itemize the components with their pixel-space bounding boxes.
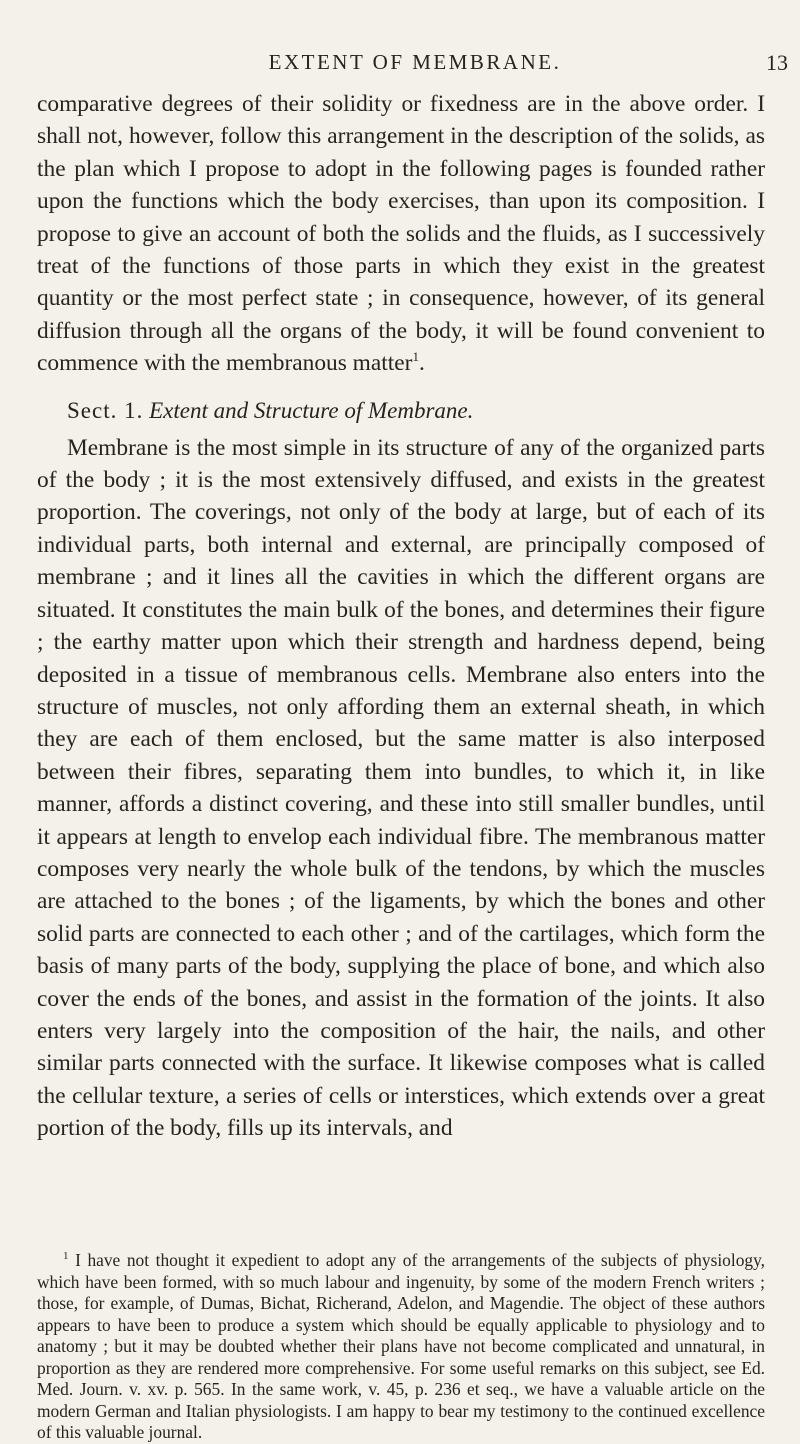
paragraph-end: . <box>418 350 425 377</box>
paragraph-text: comparative degrees of their solidity or fixedness are in the above order. I shall not, however, follow this arrangement in the description of the solids, as the plan which I propose to adopt in the following pages is founded rather upon the functions which the body exercises, than upon its composition. I propose to give an account of both the solids and the fluids, as I successively treat of the functions of those parts in which they exist in the greatest quantity or the most perfect state ; in consequence, however, of its general diffusion through all the organs of the body, it will be found convenient to commence with the membranous matter <box>37 91 765 377</box>
page-header <box>30 50 800 90</box>
section-title: Extent and Structure of Membrane. <box>149 397 474 423</box>
running-head: EXTENT OF MEMBRANE. <box>268 50 562 74</box>
footnote <box>37 1250 765 1444</box>
footnote-text: I have not thought it expedient to adopt any of the arrangements of the subjects of physiology, which have been formed, with so much labour and ingenuity, by some of the modern French writers ; those, for example, of Dumas, Bichat, Richerand, Adelon, and Magendie. The object of these authors appears to have been to produce a system which should be equally applicable to physiology and to anatomy ; but it may be doubted whether their plans have not become complicated and unnatural, in proportion as they are rendered more comprehensive. For some useful remarks on this subject, see Ed. Med. Journ. v. xv. p. 565. In the same work, v. 45, p. 236 et seq., we have a valuable article on the modern German and Italian physiologists. I am happy to bear my testimony to the continued excellence of this valuable journal. <box>37 1250 765 1442</box>
footnote-marker: 1 <box>63 1250 69 1263</box>
footnote-reference: 1 <box>412 349 419 365</box>
paragraph-membrane: Membrane is the most simple in its structure of any of the organized parts of the body ; it is the most extensively diffused, and exists in the greatest proportion. The coverings, not only of the body at large, but of each of its individual parts, both internal and external, are principally composed of membrane ; and it lines all the cavities in which the different organs are situated. It constitutes the main bulk of the bones, and determines their figure ; the earthy matter upon which their strength and hardness depend, being deposited in a tissue of membranous cells. Membrane also enters into the structure of muscles, not only affording them an external sheath, in which they are each of them enclosed, but the same matter is also interposed between their fibres, separating them into bundles, to which it, in like manner, affords a distinct covering, and these into still smaller bundles, until it appears at length to envelop each individual fibre. The membranous matter composes very nearly the whole bulk of the tendons, by which the muscles are attached to the bones ; of the ligaments, by which the bones and other solid parts are connected to each other ; and of the cartilages, which form the basis of many parts of the body, supplying the place of bone, and which also cover the ends of the bones, and assist in the formation of the joints. It also enters very largely into the composition of the hair, the nails, and other similar parts connected with the surface. It likewise composes what is called the cellular texture, a series of cells or interstices, which extends over a great portion of the body, fills up its intervals, and <box>37 434 765 1142</box>
section-label: Sect. 1. <box>67 397 144 423</box>
page-number: 13 <box>766 50 788 75</box>
main-text <box>37 88 765 1145</box>
section-heading <box>37 396 765 426</box>
paragraph-continued <box>37 88 765 380</box>
